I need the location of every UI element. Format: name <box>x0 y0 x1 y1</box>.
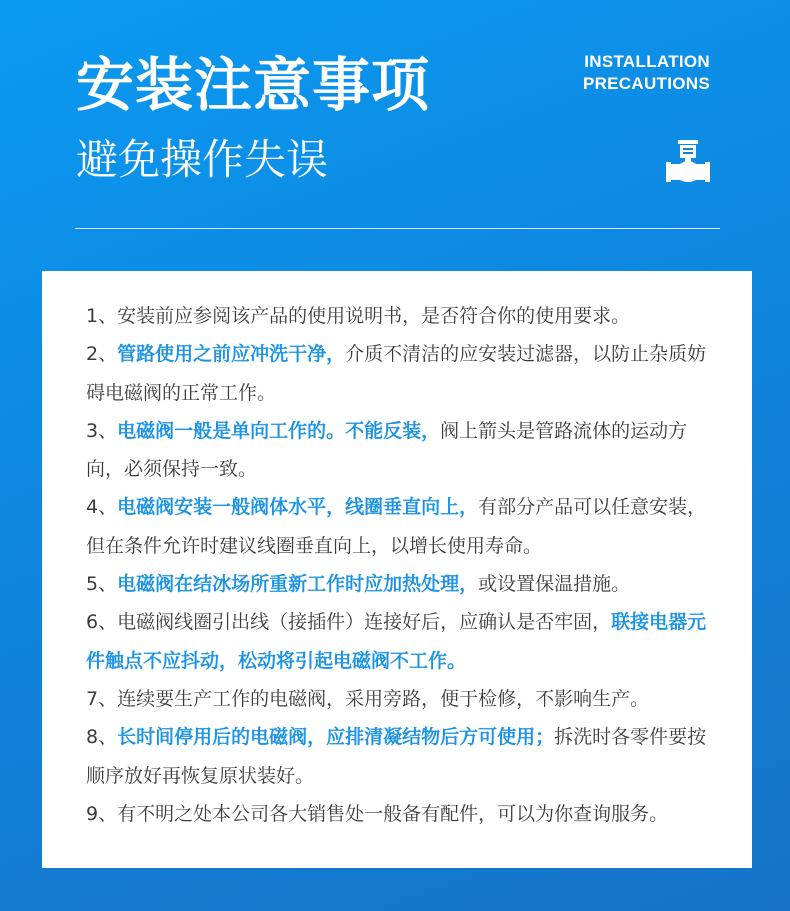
item-number: 2、 <box>86 343 118 366</box>
item-number: 8、 <box>86 726 118 749</box>
item-text: 有不明之处本公司各大销售处一般备有配件，可以为你查询服务。 <box>117 802 669 825</box>
english-title-line-2: PRECAUTIONS <box>582 74 710 93</box>
item-number: 3、 <box>86 419 118 442</box>
precaution-item <box>86 412 716 489</box>
english-title-line-1: INSTALLATION <box>584 52 710 71</box>
precaution-item <box>86 335 716 412</box>
header-divider <box>75 228 720 229</box>
item-number: 7、 <box>86 687 118 710</box>
precaution-item <box>86 795 716 833</box>
precaution-item <box>86 488 716 565</box>
page-subtitle: 避免操作失误 <box>76 135 329 184</box>
item-text: 连续要生产工作的电磁阀，采用旁路，便于检修，不影响生产。 <box>117 687 650 710</box>
item-text: 拆洗时各零件要按顺序放好再恢复原状装好。 <box>86 726 707 787</box>
precaution-item <box>86 603 716 680</box>
item-highlight: 电磁阀安装一般阀体水平，线圈垂直向上， <box>117 496 479 519</box>
item-number: 4、 <box>86 496 118 519</box>
item-highlight-trailing: 联接电器元件触点不应抖动，松动将引起电磁阀不工作。 <box>86 611 707 672</box>
item-highlight: 长时间停用后的电磁阀，应排清凝结物后方可使用； <box>117 726 555 749</box>
item-text: 介质不清洁的应安装过滤器，以防止杂质妨碍电磁阀的正常工作。 <box>86 343 707 404</box>
precaution-item <box>86 297 716 335</box>
item-highlight: 电磁阀在结冰场所重新工作时应加热处理， <box>117 573 479 596</box>
solenoid-valve-icon <box>666 138 710 184</box>
item-number: 6、 <box>86 611 118 634</box>
english-title <box>583 51 710 95</box>
page-title: 安装注意事项 <box>76 51 431 119</box>
item-highlight: 管路使用之前应冲洗干净， <box>117 343 346 366</box>
precaution-item <box>86 565 716 603</box>
item-number: 5、 <box>86 573 118 596</box>
item-text: 阀上箭头是管路流体的运动方向，必须保持一致。 <box>86 419 688 481</box>
item-highlight: 电磁阀一般是单向工作的。不能反装， <box>117 419 441 442</box>
item-number: 9、 <box>86 802 118 825</box>
item-text: 安装前应参阅该产品的使用说明书，是否符合你的使用要求。 <box>117 305 631 327</box>
item-text: 有部分产品可以任意安装，但在条件允许时建议线圈垂直向上，以增长使用寿命。 <box>86 496 707 557</box>
precaution-item <box>86 718 716 795</box>
item-text: 或设置保温措施。 <box>478 573 631 596</box>
item-number: 1、 <box>86 305 118 327</box>
item-text: 电磁阀线圈引出线（接插件）连接好后，应确认是否牢固， <box>117 611 612 634</box>
precaution-item <box>86 680 716 718</box>
precautions-list <box>86 297 716 833</box>
precautions-card <box>42 271 752 868</box>
